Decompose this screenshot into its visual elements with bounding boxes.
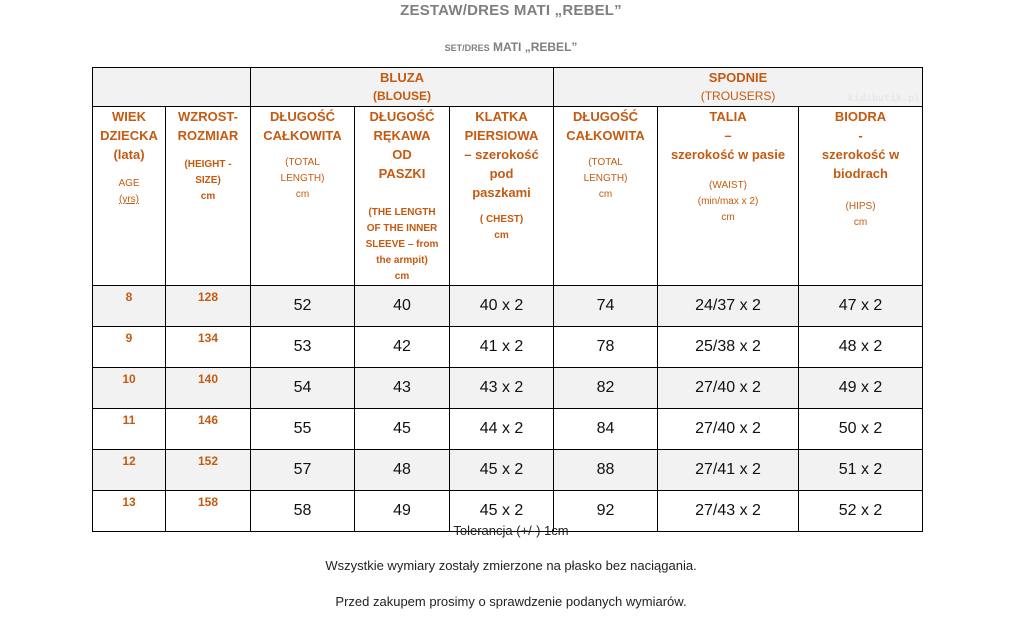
header-age bbox=[93, 107, 166, 286]
cell-blouse-length: 53 bbox=[251, 327, 355, 368]
header-chest-main bbox=[450, 107, 553, 202]
group-header-row bbox=[93, 68, 923, 107]
subtitle-prefix: SET/DRES bbox=[444, 43, 490, 53]
cell-sleeve-length: 49 bbox=[355, 491, 450, 532]
header-hips bbox=[799, 107, 923, 286]
header-sub-line: (THE LENGTH bbox=[368, 207, 436, 218]
cell-trousers-length: 84 bbox=[554, 409, 658, 450]
header-line: PIERSIOWA bbox=[464, 128, 539, 143]
header-sub-line: (TOTAL bbox=[285, 157, 320, 168]
header-sub-line: ( CHEST) bbox=[479, 214, 524, 225]
table-row bbox=[93, 450, 923, 491]
header-trousers-length-main bbox=[554, 107, 657, 145]
header-chest-sub bbox=[450, 212, 553, 244]
header-waist bbox=[658, 107, 799, 286]
header-sub-line: cm bbox=[721, 212, 735, 223]
cell-chest: 44 x 2 bbox=[450, 409, 554, 450]
cell-age: 11 bbox=[93, 409, 166, 450]
cell-hips: 50 x 2 bbox=[799, 409, 923, 450]
cell-chest: 43 x 2 bbox=[450, 368, 554, 409]
header-line: TALIA bbox=[709, 109, 747, 124]
header-sub-line: cm bbox=[295, 189, 310, 200]
cell-hips: 49 x 2 bbox=[799, 368, 923, 409]
document-title: ZESTAW/DRES MATI „REBEL” bbox=[400, 2, 622, 19]
group-trousers-title: SPODNIE bbox=[708, 70, 768, 85]
cell-sleeve-length: 45 bbox=[355, 409, 450, 450]
header-sub-line: LENGTH) bbox=[280, 173, 325, 184]
header-sub-line: the armpit) bbox=[376, 255, 428, 266]
cell-chest: 40 x 2 bbox=[450, 286, 554, 327]
header-line: – bbox=[724, 128, 732, 143]
header-line: szerokość w pasie bbox=[670, 147, 786, 162]
cell-blouse-length: 54 bbox=[251, 368, 355, 409]
cell-blouse-length: 57 bbox=[251, 450, 355, 491]
cell-trousers-length: 88 bbox=[554, 450, 658, 491]
header-line: OD bbox=[392, 147, 412, 162]
header-trousers-length bbox=[554, 107, 658, 286]
header-trousers-length-sub bbox=[554, 155, 657, 203]
header-sub-line: AGE bbox=[118, 178, 140, 189]
group-empty-cell bbox=[93, 68, 251, 107]
header-height-sub bbox=[166, 157, 250, 205]
group-blouse-title: BLUZA bbox=[379, 70, 425, 85]
subtitle-main: MATI „REBEL” bbox=[492, 40, 578, 54]
header-sleeve-length-main bbox=[355, 107, 449, 183]
cell-waist: 25/38 x 2 bbox=[658, 327, 799, 368]
header-sub-line: (HEIGHT - bbox=[184, 159, 232, 170]
note-check-measurements: Przed zakupem prosimy o sprawdzenie podanych wymiarów. bbox=[335, 594, 687, 609]
cell-waist: 27/40 x 2 bbox=[658, 409, 799, 450]
cell-sleeve-length: 42 bbox=[355, 327, 450, 368]
note-measured-flat: Wszystkie wymiary zostały zmierzone na płasko bez naciągania. bbox=[325, 558, 697, 573]
cell-trousers-length: 82 bbox=[554, 368, 658, 409]
cell-height: 140 bbox=[166, 368, 251, 409]
header-age-sub bbox=[93, 176, 165, 208]
table-row bbox=[93, 409, 923, 450]
header-height bbox=[166, 107, 251, 286]
size-table bbox=[92, 67, 923, 532]
cell-waist: 27/43 x 2 bbox=[658, 491, 799, 532]
header-sub-line: cm bbox=[200, 191, 216, 202]
header-sleeve-length-sub bbox=[355, 205, 449, 285]
note-tolerance: Tolerancja (+/-) 1cm bbox=[453, 523, 569, 538]
cell-hips: 52 x 2 bbox=[799, 491, 923, 532]
header-line: paszkami bbox=[472, 185, 531, 200]
cell-sleeve-length: 43 bbox=[355, 368, 450, 409]
cell-sleeve-length: 48 bbox=[355, 450, 450, 491]
header-line: BIODRA bbox=[834, 109, 887, 124]
cell-height: 134 bbox=[166, 327, 251, 368]
header-line: CAŁKOWITA bbox=[263, 128, 342, 143]
table-row bbox=[93, 286, 923, 327]
cell-hips: 51 x 2 bbox=[799, 450, 923, 491]
document-subtitle bbox=[0, 40, 1022, 54]
cell-blouse-length: 52 bbox=[251, 286, 355, 327]
cell-height: 158 bbox=[166, 491, 251, 532]
header-sub-line: LENGTH) bbox=[583, 173, 628, 184]
cell-trousers-length: 74 bbox=[554, 286, 658, 327]
header-line: WZROST- bbox=[178, 109, 238, 124]
header-waist-sub bbox=[658, 178, 798, 226]
group-blouse-subtitle: (BLOUSE) bbox=[373, 89, 432, 103]
header-line: KLATKA bbox=[475, 109, 528, 124]
table-row bbox=[93, 327, 923, 368]
cell-hips: 47 x 2 bbox=[799, 286, 923, 327]
header-sub-line: (WAIST) bbox=[709, 180, 748, 191]
cell-age: 13 bbox=[93, 491, 166, 532]
group-blouse bbox=[251, 68, 554, 107]
header-line: (lata) bbox=[113, 147, 145, 162]
cell-waist: 27/40 x 2 bbox=[658, 368, 799, 409]
header-blouse-length bbox=[251, 107, 355, 286]
cell-age: 10 bbox=[93, 368, 166, 409]
header-line: DŁUGOŚĆ bbox=[270, 109, 335, 124]
cell-age: 9 bbox=[93, 327, 166, 368]
group-trousers-subtitle: (TROUSERS) bbox=[700, 89, 776, 103]
header-line: DZIECKA bbox=[100, 128, 158, 143]
header-line: DŁUGOŚĆ bbox=[573, 109, 639, 124]
header-sub-line: (yrs) bbox=[119, 194, 139, 205]
header-sub-line: (min/max x 2) bbox=[697, 196, 759, 207]
header-blouse-length-sub bbox=[251, 155, 354, 203]
header-line: CAŁKOWITA bbox=[566, 128, 645, 143]
cell-age: 12 bbox=[93, 450, 166, 491]
header-height-main bbox=[166, 107, 250, 145]
header-sub-line: cm bbox=[853, 217, 868, 228]
cell-trousers-length: 78 bbox=[554, 327, 658, 368]
header-hips-main bbox=[799, 107, 922, 183]
header-sub-line: (TOTAL bbox=[588, 157, 623, 168]
cell-hips: 48 x 2 bbox=[799, 327, 923, 368]
header-line: PASZKI bbox=[378, 166, 426, 181]
header-line: pod bbox=[489, 166, 514, 181]
header-line: DŁUGOŚĆ bbox=[369, 109, 435, 124]
column-header-row bbox=[93, 107, 923, 286]
cell-height: 152 bbox=[166, 450, 251, 491]
cell-chest: 41 x 2 bbox=[450, 327, 554, 368]
cell-waist: 24/37 x 2 bbox=[658, 286, 799, 327]
cell-chest: 45 x 2 bbox=[450, 450, 554, 491]
header-line: RĘKAWA bbox=[373, 128, 431, 143]
header-line: WIEK bbox=[112, 109, 146, 124]
cell-height: 128 bbox=[166, 286, 251, 327]
group-trousers bbox=[554, 68, 923, 107]
cell-height: 146 bbox=[166, 409, 251, 450]
cell-blouse-length: 58 bbox=[251, 491, 355, 532]
header-line: szerokość w bbox=[821, 147, 900, 162]
header-hips-sub bbox=[799, 199, 922, 231]
header-chest bbox=[450, 107, 554, 286]
header-age-main bbox=[93, 107, 165, 164]
header-sub-line: SIZE) bbox=[195, 175, 221, 186]
cell-waist: 27/41 x 2 bbox=[658, 450, 799, 491]
header-sub-line: SLEEVE – from bbox=[365, 239, 439, 250]
cell-sleeve-length: 40 bbox=[355, 286, 450, 327]
watermark: kidsbutik.pl bbox=[847, 93, 921, 104]
header-sub-line: cm bbox=[598, 189, 613, 200]
header-sub-line: (HIPS) bbox=[845, 201, 876, 212]
header-blouse-length-main bbox=[251, 107, 354, 145]
cell-blouse-length: 55 bbox=[251, 409, 355, 450]
header-sub-line: OF THE INNER bbox=[366, 223, 438, 234]
header-line: - bbox=[858, 128, 863, 143]
cell-chest: 45 x 2 bbox=[450, 491, 554, 532]
header-sleeve-length bbox=[355, 107, 450, 286]
table-row bbox=[93, 368, 923, 409]
header-line: – szerokość bbox=[464, 147, 539, 162]
header-sub-line: cm bbox=[494, 230, 509, 241]
header-line: biodrach bbox=[833, 166, 888, 181]
header-sub-line: cm bbox=[394, 271, 410, 282]
cell-age: 8 bbox=[93, 286, 166, 327]
table-body bbox=[93, 286, 923, 532]
header-line: ROZMIAR bbox=[177, 128, 239, 143]
header-waist-main bbox=[658, 107, 798, 164]
cell-trousers-length: 92 bbox=[554, 491, 658, 532]
